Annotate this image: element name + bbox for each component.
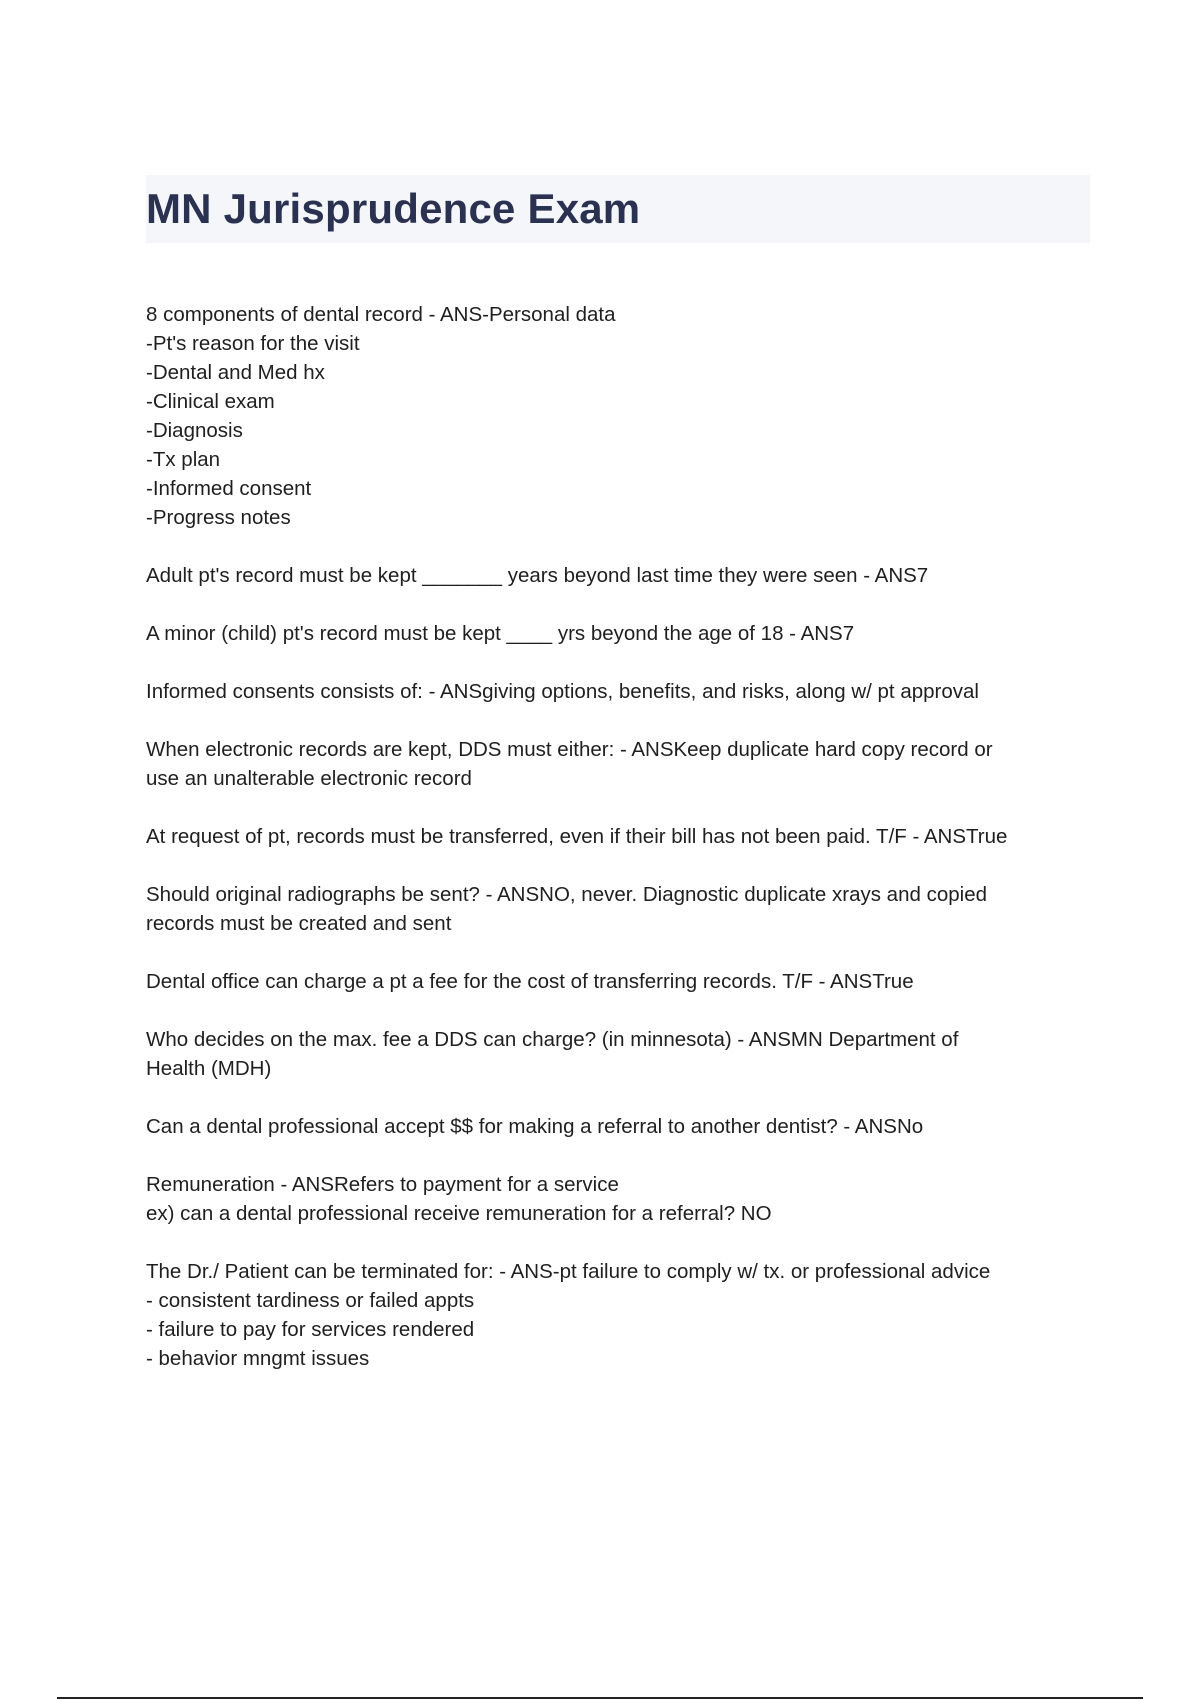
qa-item-12	[146, 1257, 1096, 1373]
qa-item-6	[146, 822, 1096, 851]
qa-line: - consistent tardiness or failed appts	[146, 1289, 475, 1312]
qa-item-8	[146, 967, 1096, 996]
qa-line: Can a dental professional accept $$ for making a referral to another dentist? - ANSNo	[146, 1115, 924, 1138]
qa-item-5	[146, 735, 1096, 793]
qa-line: use an unalterable electronic record	[146, 767, 472, 790]
qa-line: -Clinical exam	[146, 390, 275, 413]
qa-line: ex) can a dental professional receive remuneration for a referral? NO	[146, 1202, 772, 1225]
qa-line: The Dr./ Patient can be terminated for: - ANS-pt failure to comply w/ tx. or professional advice	[146, 1260, 991, 1283]
qa-item-4	[146, 677, 1096, 706]
title-band	[146, 175, 1090, 243]
qa-line: A minor (child) pt's record must be kept ____ yrs beyond the age of 18 - ANS7	[146, 622, 855, 645]
qa-item-9	[146, 1025, 1096, 1083]
qa-item-11	[146, 1170, 1096, 1228]
qa-line: 8 components of dental record - ANS-Personal data	[146, 303, 616, 326]
qa-line: Health (MDH)	[146, 1057, 272, 1080]
document-title: MN Jurisprudence Exam	[146, 185, 641, 232]
qa-item-1	[146, 300, 1096, 532]
qa-item-2	[146, 561, 1096, 590]
qa-item-3	[146, 619, 1096, 648]
qa-line: Should original radiographs be sent? - ANSNO, never. Diagnostic duplicate xrays and copied	[146, 883, 987, 906]
qa-line: records must be created and sent	[146, 912, 452, 935]
qa-list	[146, 300, 1096, 1402]
qa-line: Adult pt's record must be kept _______ years beyond last time they were seen - ANS7	[146, 564, 929, 587]
qa-line: Dental office can charge a pt a fee for the cost of transferring records. T/F - ANSTrue	[146, 970, 914, 993]
qa-item-7	[146, 880, 1096, 938]
footer-divider	[57, 1697, 1143, 1699]
qa-line: At request of pt, records must be transferred, even if their bill has not been paid. T/F - ANSTrue	[146, 825, 1008, 848]
qa-line: Who decides on the max. fee a DDS can charge? (in minnesota) - ANSMN Department of	[146, 1028, 959, 1051]
qa-line: -Progress notes	[146, 506, 291, 529]
qa-line: -Tx plan	[146, 448, 221, 471]
qa-line: When electronic records are kept, DDS must either: - ANSKeep duplicate hard copy record or	[146, 738, 993, 761]
qa-line: - failure to pay for services rendered	[146, 1318, 475, 1341]
qa-line: - behavior mngmt issues	[146, 1347, 370, 1370]
qa-line: Remuneration - ANSRefers to payment for a service	[146, 1173, 619, 1196]
qa-line: -Informed consent	[146, 477, 312, 500]
qa-line: Informed consents consists of: - ANSgiving options, benefits, and risks, along w/ pt approval	[146, 680, 979, 703]
qa-line: -Dental and Med hx	[146, 361, 325, 384]
qa-line: -Pt's reason for the visit	[146, 332, 360, 355]
qa-line: -Diagnosis	[146, 419, 243, 442]
qa-item-10	[146, 1112, 1096, 1141]
